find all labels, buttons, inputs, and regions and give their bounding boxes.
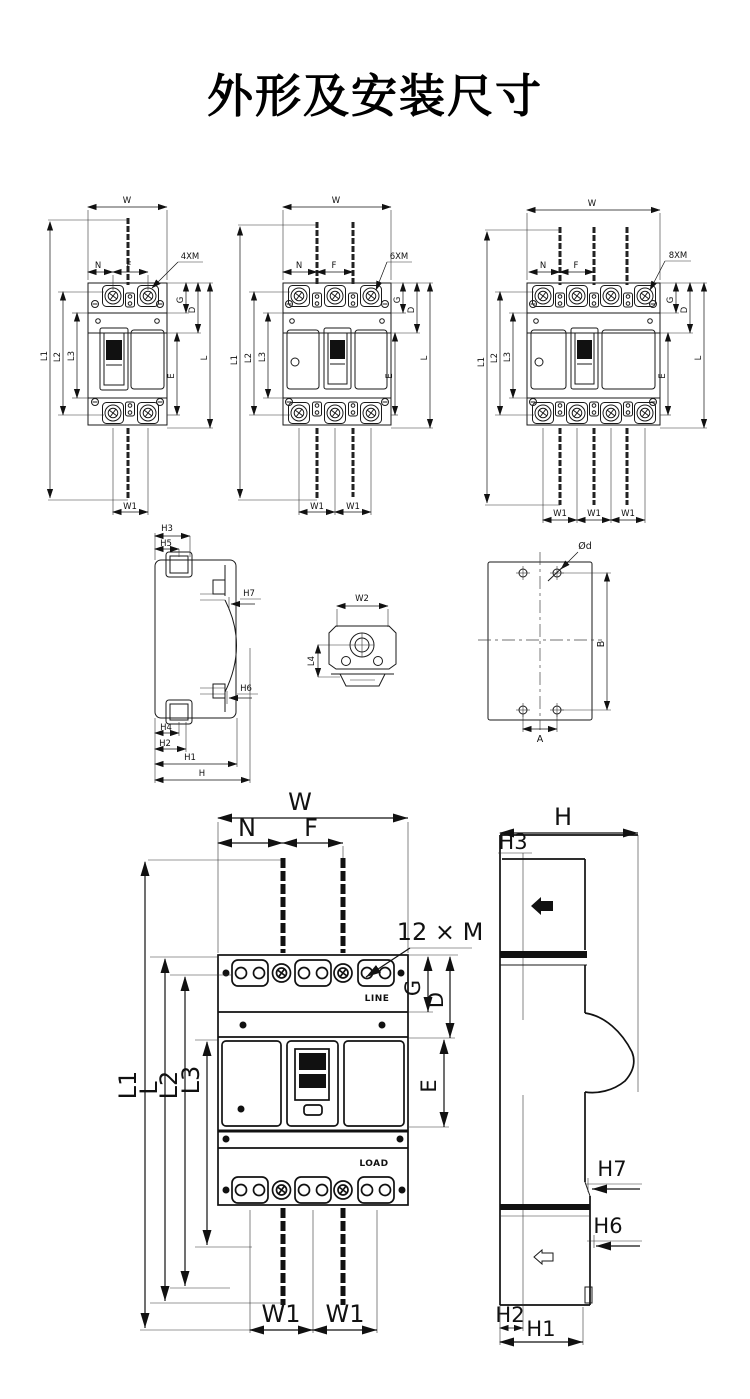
- dim-label-f: F: [331, 261, 337, 271]
- dim-label-h7: H7: [597, 1157, 627, 1181]
- dim-label-w1a: W1: [261, 1300, 301, 1328]
- dim-label-l1: L1: [40, 350, 50, 362]
- dim-label-h1: H1: [526, 1317, 556, 1341]
- dim-label-w2: W2: [355, 594, 369, 604]
- dim-label-l2: L2: [155, 1070, 183, 1100]
- dim-label-screws: 4XM: [180, 252, 200, 262]
- wiring-direction-arrow-icon: [531, 897, 553, 915]
- line-side-label: LINE: [364, 994, 390, 1004]
- dim-label-h: H: [198, 769, 206, 779]
- dim-label-w: W: [288, 788, 312, 816]
- top-view-small: [307, 594, 396, 686]
- dim-label-g: G: [393, 296, 403, 304]
- dim-label-f: F: [126, 261, 132, 271]
- dim-label-l3: L3: [503, 351, 513, 363]
- dim-label-w1b: W1: [587, 509, 601, 519]
- front-view-large: [114, 788, 483, 1333]
- dim-label-l3: L3: [67, 350, 77, 362]
- dim-label-w: W: [122, 196, 132, 206]
- dim-label-f: F: [304, 814, 318, 842]
- dim-label-l2: L2: [53, 351, 63, 363]
- dim-label-h2: H2: [495, 1303, 525, 1327]
- dim-label-screws: 8XM: [668, 251, 688, 261]
- dim-label-e: E: [417, 1079, 441, 1093]
- dim-label-d: D: [680, 306, 690, 314]
- dim-label-h7: H7: [243, 589, 255, 599]
- dim-label-l1: L1: [114, 1070, 142, 1100]
- dim-label-hole-diameter: Ød: [578, 541, 592, 552]
- dim-label-l1: L1: [477, 356, 487, 368]
- dim-label-l: L: [420, 355, 430, 361]
- dim-label-e: E: [385, 373, 395, 379]
- dim-label-n: N: [295, 261, 303, 271]
- dim-label-l2: L2: [244, 352, 254, 364]
- dim-label-l3: L3: [177, 1065, 205, 1095]
- dim-label-w1b: W1: [346, 502, 360, 512]
- dim-label-d: D: [424, 991, 448, 1009]
- dim-label-g: G: [666, 296, 676, 304]
- dim-label-w: W: [587, 199, 597, 209]
- dim-label-l: L: [694, 355, 704, 361]
- mounting-plate-view: [478, 541, 611, 745]
- dim-label-n: N: [539, 261, 547, 271]
- page-title: 外形及安装尺寸: [207, 69, 543, 123]
- load-side-label: LOAD: [359, 1159, 389, 1169]
- dim-label-n: N: [94, 261, 102, 271]
- dim-label-g: G: [176, 296, 186, 304]
- dim-label-w: W: [331, 196, 341, 206]
- dim-label-l: L: [135, 1081, 163, 1095]
- dim-label-f: F: [573, 261, 579, 271]
- dim-label-l4: L4: [307, 655, 317, 667]
- wiring-direction-arrow-icon: [534, 1250, 553, 1264]
- dim-label-h6: H6: [240, 684, 252, 694]
- dim-label-l3: L3: [258, 351, 268, 363]
- dim-label-l1: L1: [230, 354, 240, 366]
- dim-label-d: D: [407, 306, 417, 314]
- dim-label-n: N: [238, 814, 256, 842]
- side-view-small: [155, 524, 261, 783]
- dim-label-w1c: W1: [621, 509, 635, 519]
- dim-label-l2: L2: [490, 352, 500, 364]
- dim-label-screws: 6XM: [389, 252, 409, 262]
- dim-label-h3: H3: [161, 524, 173, 534]
- dim-label-h1: H1: [184, 753, 196, 763]
- side-view-large: [495, 803, 642, 1345]
- dim-label-e: E: [167, 373, 177, 379]
- dim-label-e: E: [658, 373, 668, 379]
- dim-label-g: G: [401, 979, 425, 997]
- dim-label-w1a: W1: [310, 502, 324, 512]
- front-view-4pole: [477, 199, 707, 523]
- front-view-2pole: [40, 196, 213, 515]
- dim-label-screws: 12 × M: [396, 918, 484, 946]
- dim-label-w1: W1: [123, 502, 137, 512]
- dim-label-h6: H6: [593, 1214, 623, 1238]
- handle-escutcheon-outline: [329, 626, 396, 669]
- dim-label-h4: H4: [160, 723, 172, 733]
- dim-label-w1b: W1: [325, 1300, 365, 1328]
- dim-label-w1a: W1: [553, 509, 567, 519]
- dim-label-h3: H3: [498, 830, 528, 854]
- dim-label-b: B: [596, 640, 607, 648]
- dim-label-d: D: [188, 306, 198, 314]
- front-view-3pole: [230, 196, 433, 515]
- dim-label-h2: H2: [159, 739, 171, 749]
- dim-label-a: A: [536, 734, 544, 745]
- toggle-handle-profile: [585, 1013, 634, 1093]
- dim-label-h5: H5: [160, 539, 172, 549]
- dim-label-h: H: [553, 803, 573, 831]
- dim-label-l: L: [200, 355, 210, 361]
